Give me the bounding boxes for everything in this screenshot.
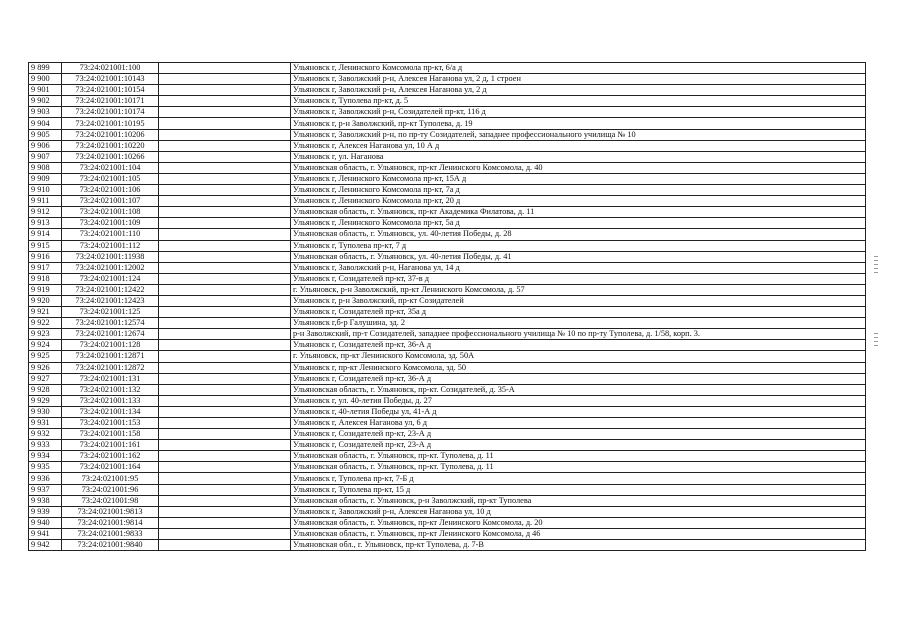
cadastral-number: 73:24:021001:125 (62, 307, 159, 318)
empty-cell (159, 362, 291, 373)
table-row (29, 506, 866, 517)
table-row (29, 129, 866, 140)
empty-cell (159, 229, 291, 240)
row-number: 9 932 (29, 429, 62, 440)
empty-cell (159, 384, 291, 395)
empty-cell (159, 129, 291, 140)
address: Ульяновская область, г. Ульяновск, пр-кт. Туполева, д. 11 (291, 462, 866, 473)
row-number: 9 911 (29, 196, 62, 207)
address: Ульяновская область, г. Ульяновск, пр-кт. Туполева, д. 11 (291, 451, 866, 462)
empty-cell (159, 273, 291, 284)
row-number: 9 899 (29, 63, 62, 74)
empty-cell (159, 85, 291, 96)
address: г. Ульяновск, пр-кт Ленинского Комсомола, зд. 50А (291, 351, 866, 362)
empty-cell (159, 495, 291, 506)
table-row (29, 373, 866, 384)
table-row (29, 295, 866, 306)
row-number: 9 939 (29, 506, 62, 517)
row-number: 9 901 (29, 85, 62, 96)
address: Ульяновская обл., г. Ульяновск, пр-кт Туполева, д. 7-В (291, 540, 866, 551)
address: Ульяновск г, Ленинского Комсомола пр-кт, 15А д (291, 173, 866, 184)
row-number: 9 938 (29, 495, 62, 506)
address: Ульяновск г, Туполева пр-кт, 7 д (291, 240, 866, 251)
row-number: 9 922 (29, 318, 62, 329)
address: Ульяновск г, Созидателей пр-кт, 37-в д (291, 273, 866, 284)
table-row (29, 418, 866, 429)
table-row (29, 140, 866, 151)
empty-cell (159, 395, 291, 406)
empty-cell (159, 162, 291, 173)
empty-cell (159, 196, 291, 207)
table-row (29, 240, 866, 251)
row-number: 9 902 (29, 96, 62, 107)
table-row (29, 196, 866, 207)
row-number: 9 933 (29, 440, 62, 451)
scan-margin-marks (874, 256, 878, 349)
cadastral-number: 73:24:021001:131 (62, 373, 159, 384)
table-row (29, 406, 866, 417)
cadastral-number: 73:24:021001:104 (62, 162, 159, 173)
empty-cell (159, 440, 291, 451)
empty-cell (159, 218, 291, 229)
empty-cell (159, 118, 291, 129)
table-row (29, 395, 866, 406)
empty-cell (159, 318, 291, 329)
address: Ульяновск г, Алексея Наганова ул, 10 А д (291, 140, 866, 151)
table-row (29, 307, 866, 318)
address: Ульяновск г, Алексея Наганова ул, 6 д (291, 418, 866, 429)
address: Ульяновская область, г. Ульяновск, пр-кт. Созидателей, д. 35-А (291, 384, 866, 395)
empty-cell (159, 295, 291, 306)
row-number: 9 905 (29, 129, 62, 140)
row-number: 9 935 (29, 462, 62, 473)
cadastral-number: 73:24:021001:134 (62, 406, 159, 417)
table-row (29, 218, 866, 229)
table-row (29, 384, 866, 395)
cadastral-number: 73:24:021001:128 (62, 340, 159, 351)
address: Ульяновск г, Созидателей пр-кт, 36-А д (291, 340, 866, 351)
cadastral-number: 73:24:021001:9813 (62, 506, 159, 517)
cadastral-number: 73:24:021001:112 (62, 240, 159, 251)
cadastral-number: 73:24:021001:12674 (62, 329, 159, 340)
empty-cell (159, 284, 291, 295)
address: Ульяновск г, ул. Наганова (291, 151, 866, 162)
empty-cell (159, 418, 291, 429)
empty-cell (159, 528, 291, 539)
empty-cell (159, 74, 291, 85)
empty-cell (159, 540, 291, 551)
row-number: 9 918 (29, 273, 62, 284)
row-number: 9 925 (29, 351, 62, 362)
address: Ульяновск г, ул. 40-летия Победы, д. 27 (291, 395, 866, 406)
row-number: 9 929 (29, 395, 62, 406)
cadastral-number: 73:24:021001:161 (62, 440, 159, 451)
row-number: 9 910 (29, 185, 62, 196)
cadastral-number: 73:24:021001:153 (62, 418, 159, 429)
cadastral-number: 73:24:021001:124 (62, 273, 159, 284)
row-number: 9 916 (29, 251, 62, 262)
cadastral-number: 73:24:021001:110 (62, 229, 159, 240)
address: Ульяновская область, г. Ульяновск, р-н Заволжский, пр-кт Туполева (291, 495, 866, 506)
empty-cell (159, 406, 291, 417)
address: Ульяновская область, г. Ульяновск, ул. 40-летия Победы, д. 41 (291, 251, 866, 262)
table-row (29, 473, 866, 484)
address: Ульяновская область, г. Ульяновск, пр-кт Ленинского Комсомола, д. 40 (291, 162, 866, 173)
address: Ульяновск г, Заволжский р-н, Наганова ул, 14 д (291, 262, 866, 273)
cadastral-number: 73:24:021001:10171 (62, 96, 159, 107)
empty-cell (159, 185, 291, 196)
table-row (29, 318, 866, 329)
address: Ульяновск г, Ленинского Комсомола пр-кт, 20 д (291, 196, 866, 207)
row-number: 9 926 (29, 362, 62, 373)
cadastral-number: 73:24:021001:109 (62, 218, 159, 229)
row-number: 9 914 (29, 229, 62, 240)
table-row (29, 74, 866, 85)
address: Ульяновск г, Созидателей пр-кт, 23-А д (291, 429, 866, 440)
row-number: 9 942 (29, 540, 62, 551)
address: Ульяновск г, Заволжский р-н, по пр-ту Созидателей, западнее профессионального училища № 10 (291, 129, 866, 140)
address: Ульяновск г, Заволжский р-н, Алексея Наганова ул, 2 д (291, 85, 866, 96)
row-number: 9 927 (29, 373, 62, 384)
row-number: 9 941 (29, 528, 62, 539)
table-row (29, 118, 866, 129)
table-row (29, 96, 866, 107)
address: Ульяновск г,б-р Галушина, зд. 2 (291, 318, 866, 329)
row-number: 9 917 (29, 262, 62, 273)
cadastral-number: 73:24:021001:164 (62, 462, 159, 473)
table-row (29, 229, 866, 240)
table-row (29, 528, 866, 539)
address: р-н Заволжский, пр-т Созидателей, западнее профессионального училища № 10 по пр-ту Туполева, д. 1/58, корп. 3. (291, 329, 866, 340)
empty-cell (159, 63, 291, 74)
address: Ульяновск г, Заволжский р-н, Алексея Наганова ул, 2 д, 1 строен (291, 74, 866, 85)
address: Ульяновск г, Созидателей пр-кт, 35а д (291, 307, 866, 318)
address: Ульяновск г, Туполева пр-кт, 7-Б д (291, 473, 866, 484)
cadastral-number: 73:24:021001:105 (62, 173, 159, 184)
empty-cell (159, 140, 291, 151)
row-number: 9 900 (29, 74, 62, 85)
address: г. Ульяновск, р-н Заволжский, пр-кт Ленинского Комсомола, д. 57 (291, 284, 866, 295)
address: Ульяновск г, Созидателей пр-кт, 36-А д (291, 373, 866, 384)
address: Ульяновск г, р-н Заволжский, пр-кт Туполева, д. 19 (291, 118, 866, 129)
table-row (29, 162, 866, 173)
address: Ульяновская область, г. Ульяновск, ул. 40-летия Победы, д. 28 (291, 229, 866, 240)
empty-cell (159, 462, 291, 473)
cadastral-number: 73:24:021001:133 (62, 395, 159, 406)
table-row (29, 273, 866, 284)
address: Ульяновск г, Туполева пр-кт, 15 д (291, 484, 866, 495)
registry-table (28, 62, 866, 551)
address: Ульяновск г, Туполева пр-кт, д. 5 (291, 96, 866, 107)
table-row (29, 451, 866, 462)
cadastral-number: 73:24:021001:12422 (62, 284, 159, 295)
table-row (29, 351, 866, 362)
table-row (29, 517, 866, 528)
table-row (29, 340, 866, 351)
table-row (29, 484, 866, 495)
cadastral-number: 73:24:021001:10195 (62, 118, 159, 129)
empty-cell (159, 240, 291, 251)
table-row (29, 185, 866, 196)
table-row (29, 207, 866, 218)
empty-cell (159, 173, 291, 184)
cadastral-number: 73:24:021001:10220 (62, 140, 159, 151)
cadastral-number: 73:24:021001:12002 (62, 262, 159, 273)
row-number: 9 904 (29, 118, 62, 129)
row-number: 9 912 (29, 207, 62, 218)
row-number: 9 924 (29, 340, 62, 351)
cadastral-number: 73:24:021001:158 (62, 429, 159, 440)
address: Ульяновск г, 40-летия Победы ул, 41-А д (291, 406, 866, 417)
table-row (29, 107, 866, 118)
address: Ульяновск г, пр-кт Ленинского Комсомола, зд. 50 (291, 362, 866, 373)
row-number: 9 906 (29, 140, 62, 151)
address: Ульяновск г, Заволжский р-н, Созидателей пр-кт, 116 д (291, 107, 866, 118)
cadastral-number: 73:24:021001:162 (62, 451, 159, 462)
empty-cell (159, 451, 291, 462)
cadastral-number: 73:24:021001:108 (62, 207, 159, 218)
empty-cell (159, 207, 291, 218)
row-number: 9 928 (29, 384, 62, 395)
cadastral-number: 73:24:021001:100 (62, 63, 159, 74)
row-number: 9 920 (29, 295, 62, 306)
cadastral-number: 73:24:021001:10154 (62, 85, 159, 96)
row-number: 9 908 (29, 162, 62, 173)
empty-cell (159, 251, 291, 262)
empty-cell (159, 151, 291, 162)
table-row (29, 462, 866, 473)
row-number: 9 934 (29, 451, 62, 462)
cadastral-number: 73:24:021001:106 (62, 185, 159, 196)
cadastral-number: 73:24:021001:10206 (62, 129, 159, 140)
cadastral-number: 73:24:021001:12871 (62, 351, 159, 362)
row-number: 9 930 (29, 406, 62, 417)
table-row (29, 251, 866, 262)
cadastral-number: 73:24:021001:96 (62, 484, 159, 495)
cadastral-number: 73:24:021001:12872 (62, 362, 159, 373)
empty-cell (159, 107, 291, 118)
row-number: 9 940 (29, 517, 62, 528)
empty-cell (159, 429, 291, 440)
row-number: 9 919 (29, 284, 62, 295)
empty-cell (159, 484, 291, 495)
table-row (29, 173, 866, 184)
empty-cell (159, 329, 291, 340)
table-row (29, 440, 866, 451)
cadastral-number: 73:24:021001:107 (62, 196, 159, 207)
table-row (29, 151, 866, 162)
table-row (29, 495, 866, 506)
table-row (29, 429, 866, 440)
row-number: 9 923 (29, 329, 62, 340)
row-number: 9 915 (29, 240, 62, 251)
row-number: 9 937 (29, 484, 62, 495)
cadastral-number: 73:24:021001:10266 (62, 151, 159, 162)
cadastral-number: 73:24:021001:132 (62, 384, 159, 395)
address: Ульяновская область, г. Ульяновск, пр-кт Академика Филатова, д. 11 (291, 207, 866, 218)
empty-cell (159, 96, 291, 107)
address: Ульяновская область, г. Ульяновск, пр-кт Ленинского Комсомола, д 46 (291, 528, 866, 539)
table-row (29, 329, 866, 340)
empty-cell (159, 517, 291, 528)
cadastral-number: 73:24:021001:12423 (62, 295, 159, 306)
row-number: 9 936 (29, 473, 62, 484)
cadastral-number: 73:24:021001:9833 (62, 528, 159, 539)
row-number: 9 909 (29, 173, 62, 184)
address: Ульяновская область, г. Ульяновск, пр-кт Ленинского Комсомола, д. 20 (291, 517, 866, 528)
table-row (29, 63, 866, 74)
table-row (29, 362, 866, 373)
cadastral-number: 73:24:021001:11938 (62, 251, 159, 262)
empty-cell (159, 351, 291, 362)
table-row (29, 540, 866, 551)
address: Ульяновск г, Заволжский р-н, Алексея Наганова ул, 10 д (291, 506, 866, 517)
cadastral-number: 73:24:021001:95 (62, 473, 159, 484)
row-number: 9 931 (29, 418, 62, 429)
table-row (29, 262, 866, 273)
address: Ульяновск г, Ленинского Комсомола пр-кт, 7а д (291, 185, 866, 196)
address: Ульяновск г, Ленинского Комсомола пр-кт, 5а д (291, 218, 866, 229)
cadastral-number: 73:24:021001:12574 (62, 318, 159, 329)
cadastral-number: 73:24:021001:10143 (62, 74, 159, 85)
cadastral-number: 73:24:021001:10174 (62, 107, 159, 118)
table-row (29, 85, 866, 96)
registry-table-body (29, 63, 866, 551)
row-number: 9 903 (29, 107, 62, 118)
address: Ульяновск г, Ленинского Комсомола пр-кт, 6/а д (291, 63, 866, 74)
cadastral-number: 73:24:021001:98 (62, 495, 159, 506)
empty-cell (159, 473, 291, 484)
cadastral-number: 73:24:021001:9814 (62, 517, 159, 528)
empty-cell (159, 262, 291, 273)
row-number: 9 913 (29, 218, 62, 229)
empty-cell (159, 506, 291, 517)
empty-cell (159, 307, 291, 318)
table-row (29, 284, 866, 295)
empty-cell (159, 373, 291, 384)
row-number: 9 907 (29, 151, 62, 162)
empty-cell (159, 340, 291, 351)
row-number: 9 921 (29, 307, 62, 318)
address: Ульяновск г, р-н Заволжский, пр-кт Созидателей (291, 295, 866, 306)
address: Ульяновск г, Созидателей пр-кт, 23-А д (291, 440, 866, 451)
cadastral-number: 73:24:021001:9840 (62, 540, 159, 551)
